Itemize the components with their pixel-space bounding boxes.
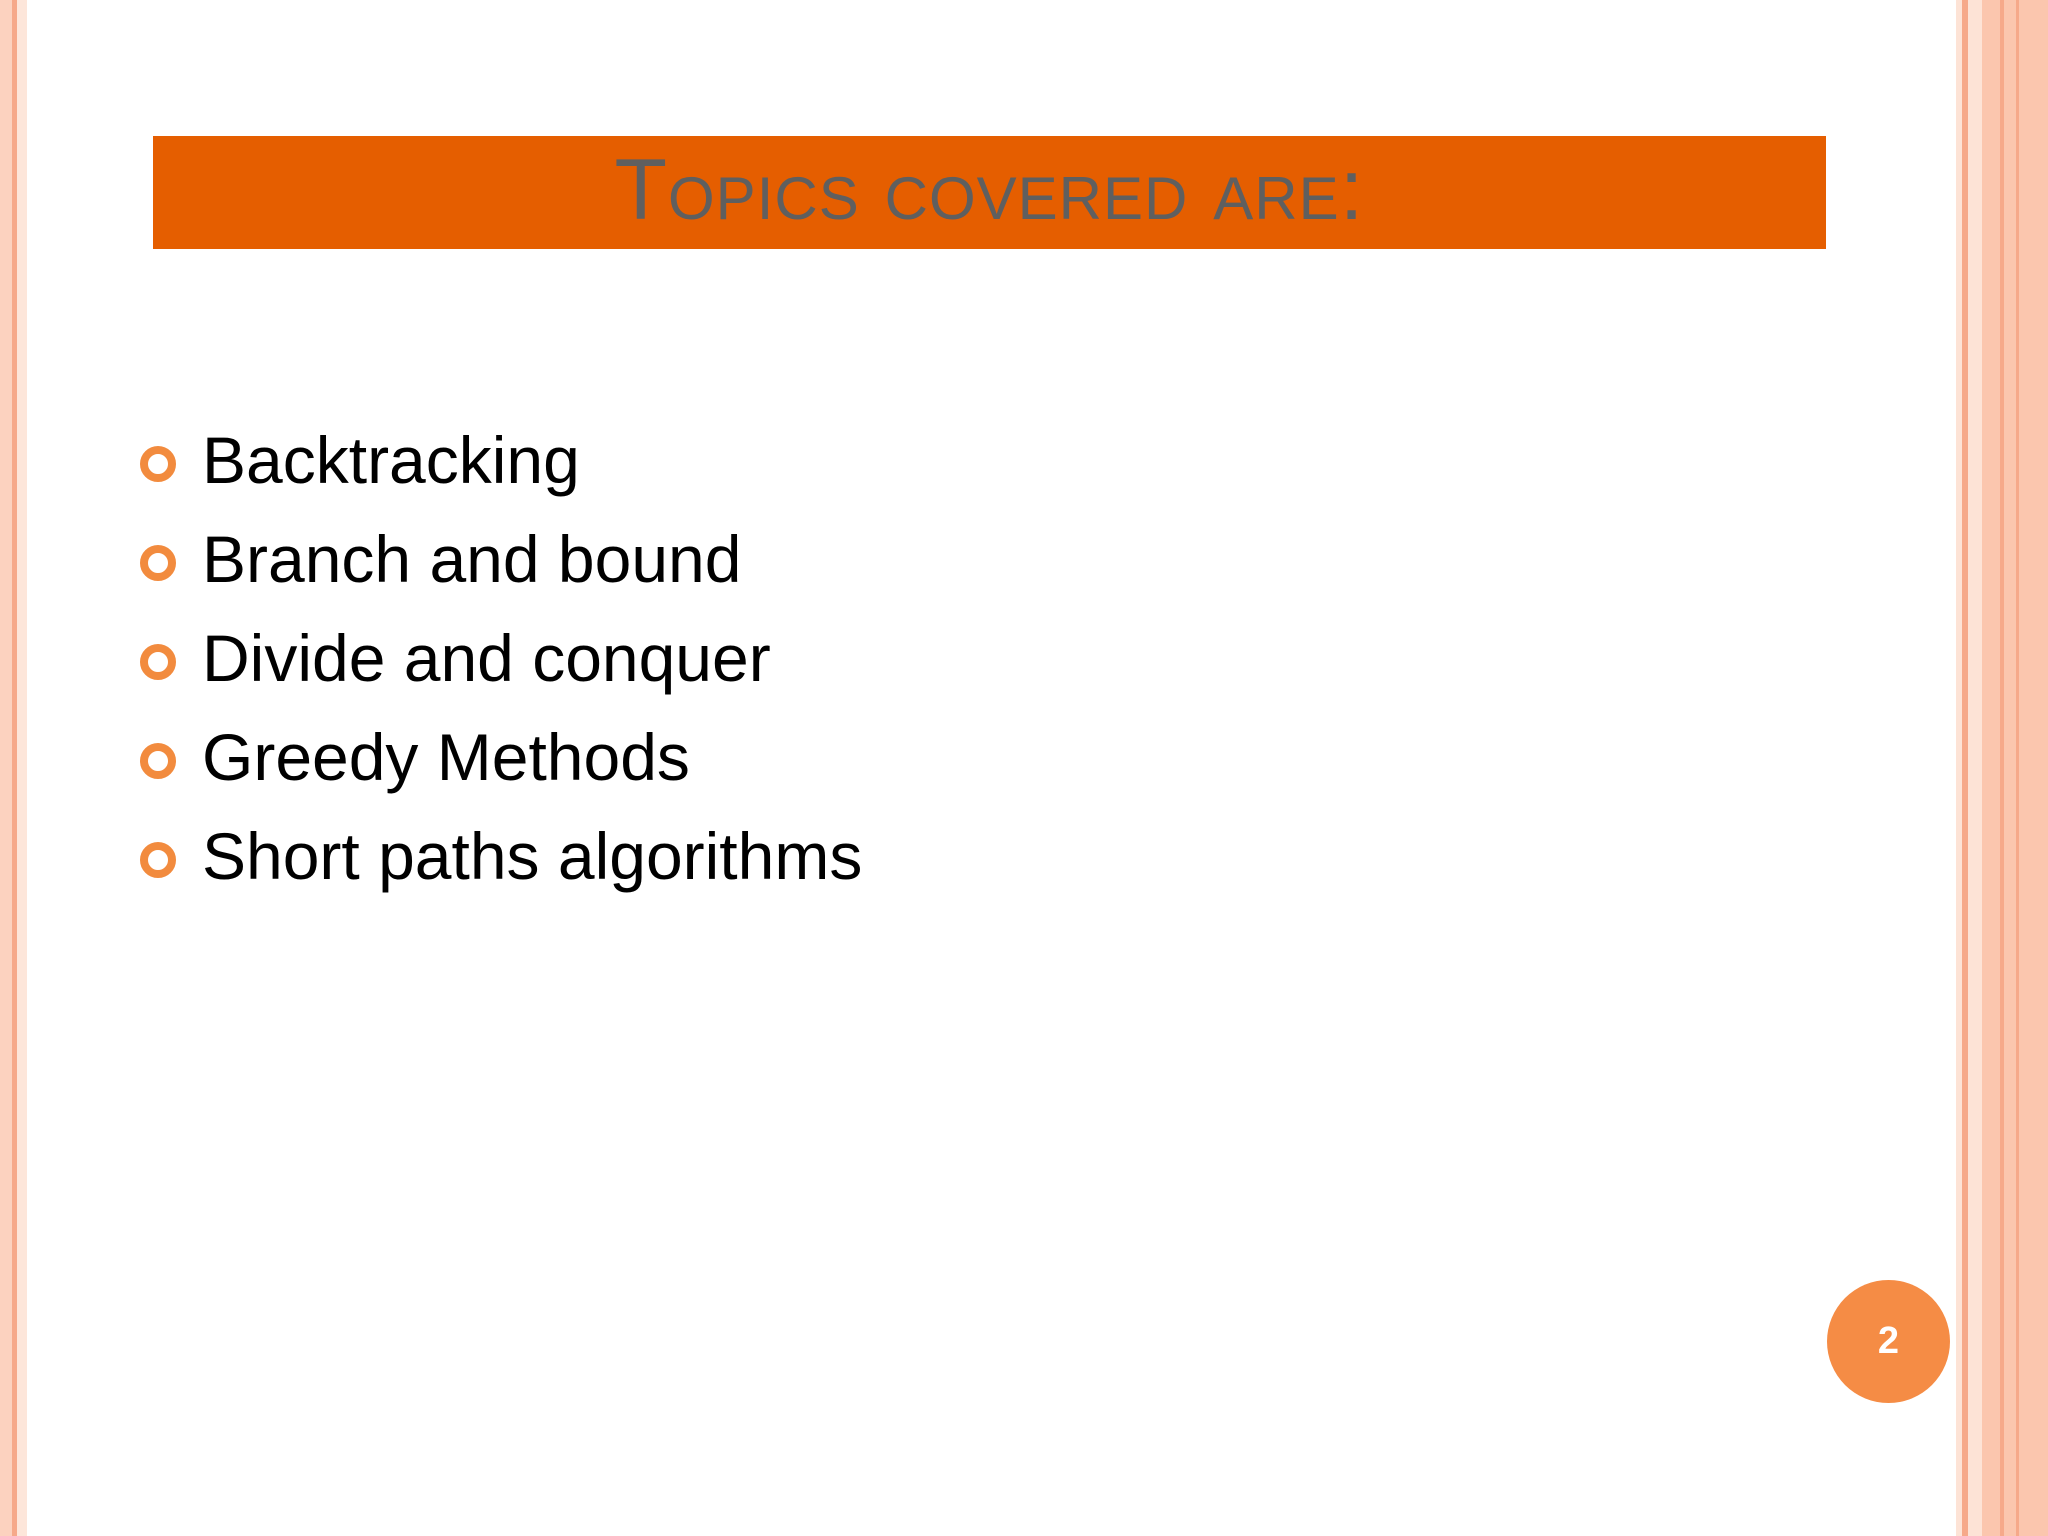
right-border-stripe [1982, 0, 2048, 1536]
ring-bullet-icon [140, 545, 176, 581]
ring-bullet-icon [140, 644, 176, 680]
list-item [140, 410, 862, 509]
list-item-text: Divide and conquer [202, 620, 771, 695]
list-item [140, 806, 862, 905]
list-item [140, 707, 862, 806]
ring-bullet-icon [140, 743, 176, 779]
ring-bullet-icon [140, 446, 176, 482]
right-border-stripe [1968, 0, 1982, 1536]
left-border-stripe [17, 0, 27, 1536]
slide-title: Topics covered are: [614, 141, 1365, 238]
right-border-stripe [2000, 0, 2004, 1536]
list-item [140, 509, 862, 608]
page-number: 2 [1877, 1320, 1900, 1362]
right-border-stripe [2016, 0, 2019, 1536]
list-item [140, 608, 862, 707]
list-item-text: Short paths algorithms [202, 818, 863, 893]
list-item-text: Branch and bound [202, 521, 742, 596]
left-border-stripe [0, 0, 12, 1536]
title-bar [153, 136, 1826, 249]
list-item-text: Backtracking [202, 422, 580, 497]
topics-list [140, 410, 862, 905]
list-item-text: Greedy Methods [202, 719, 690, 794]
page-number-badge [1827, 1280, 1950, 1403]
ring-bullet-icon [140, 842, 176, 878]
